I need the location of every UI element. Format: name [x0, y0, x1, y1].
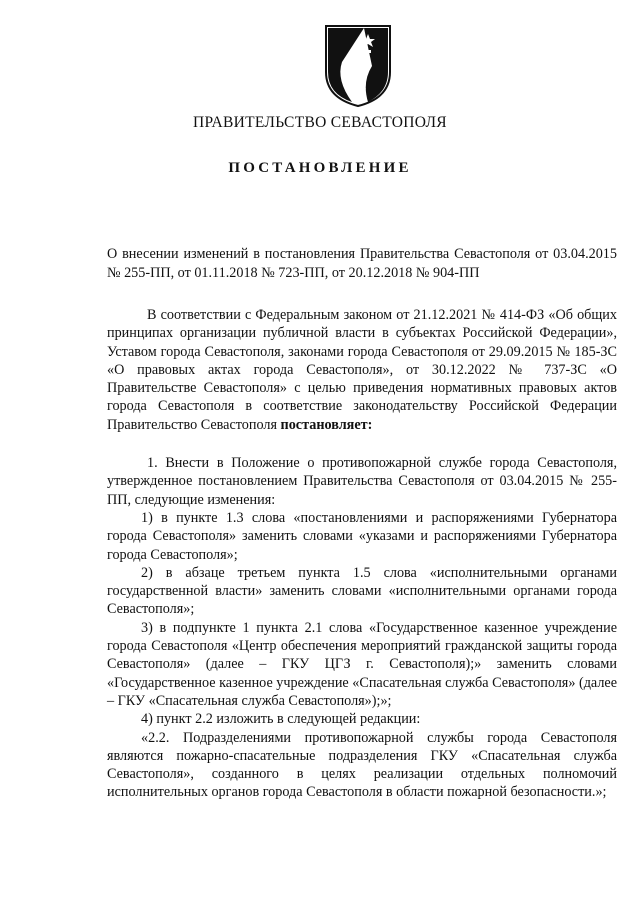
item-paragraph: 3) в подпункте 1 пункта 2.1 слова «Государственное казенное учреждение города Севастополя «Центр обеспечения мероприятий гражданской защиты города Севастополя» (далее – ГКУ ЦГЗ г. Севастополя);» заменить словами «Государственное казенное учреждение «Спасательная служба Севастополя» (далее – ГКУ «Спасательная служба Севастополя»);»;: [107, 619, 618, 709]
item-paragraph: «2.2. Подразделениями противопожарной службы города Севастополя являются пожарно-спасательные подразделения ГКУ «Спасательная служба Севастополя», созданного в целях реализации отдельных полномочий исполнительных органов города Севастополя в области пожарной безопасности.»;: [107, 729, 617, 801]
sevastopol-coat-of-arms-icon: [322, 22, 394, 108]
document-type: ПОСТАНОВЛЕНИЕ: [228, 160, 412, 176]
item-paragraph: 4) пункт 2.2 изложить в следующей редакции:: [141, 711, 421, 728]
preamble-verb: постановляет: [280, 416, 368, 433]
organization-name: ПРАВИТЕЛЬСТВО СЕВАСТОПОЛЯ: [193, 114, 447, 131]
item-paragraph: 1. Внести в Положение о противопожарной службе города Севастополя, утвержденное постановлением Правительства Севастополя от 03.04.2015 № 255-ПП, следующие изменения:: [107, 455, 617, 508]
item-paragraph: 1) в пункте 1.3 слова «постановлениями и распоряжениями Губернатора города Севастополя» заменить словами «указами и распоряжениями Губернатора города Севастополя»;: [107, 509, 617, 563]
document-body: [107, 306, 617, 802]
document-subject: О внесении изменений в постановления Правительства Севастополя от 03.04.2015 № 255-ПП, от 01.11.2018 № 723-ПП, от 20.12.2018 № 904-ПП: [107, 246, 617, 281]
preamble-text: В соответствии с Федеральным законом от 21.12.2021 № 414-ФЗ «Об общих принципах организации публичной власти в субъектах Российской Федерации», Уставом города Севастополя, законами города Севастополя от 29.09.2015 № 185-ЗС «О правовых актах города Севастополя», от 30.12.2022 № 737-ЗС «О Правительстве Севастополя» с целью приведения нормативных правовых актов города Севастополя в соответствие законодательству Российской Федерации Правительство Севастополя: [107, 307, 617, 433]
preamble-verb-colon: :: [367, 416, 373, 433]
item-paragraph: 2) в абзаце третьем пункта 1.5 слова «исполнительными органами государственной власти» заменить словами «исполнительными органами города Севастополя»;: [107, 564, 617, 618]
preamble-paragraph: [107, 306, 617, 434]
